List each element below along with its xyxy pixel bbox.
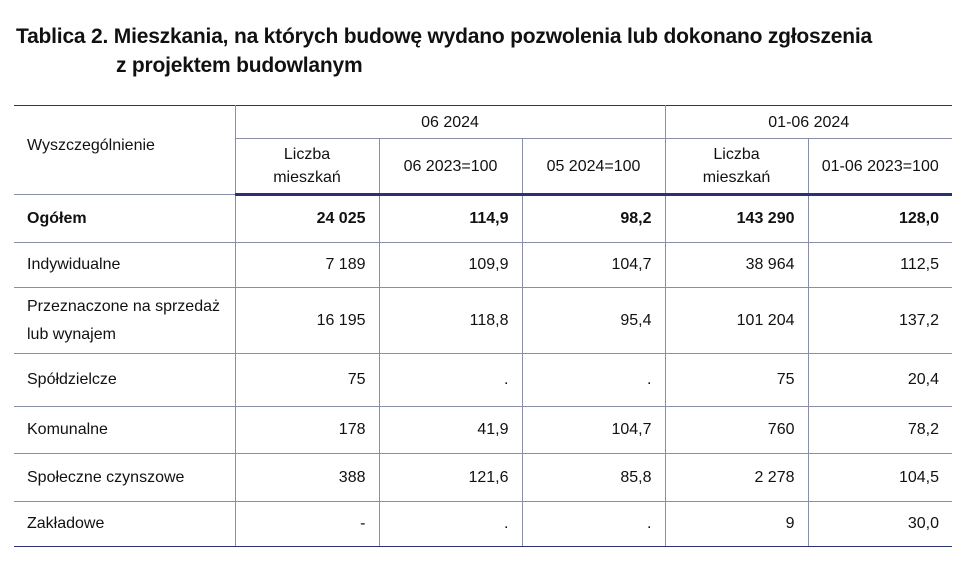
table-row: [14, 354, 952, 407]
cell: 7 189: [235, 243, 379, 288]
cell: 128,0: [808, 195, 952, 243]
cell: 118,8: [379, 288, 522, 354]
cell: 143 290: [665, 195, 808, 243]
table-title-line1: Tablica 2. Mieszkania, na których budowę wydano pozwolenia lub dokonano zgłoszenia: [16, 25, 873, 48]
cell: 178: [235, 407, 379, 454]
table-row: [14, 195, 952, 243]
cell: 75: [235, 354, 379, 407]
cell: 24 025: [235, 195, 379, 243]
cell: 38 964: [665, 243, 808, 288]
cell: 98,2: [522, 195, 665, 243]
cell: .: [522, 502, 665, 547]
cell: 16 195: [235, 288, 379, 354]
table-row: [14, 288, 952, 354]
table-title: [16, 22, 872, 80]
row-label: Społeczne czynszowe: [14, 454, 235, 502]
col-header: 05 2024=100: [522, 139, 665, 195]
row-label: Zakładowe: [14, 502, 235, 547]
cell: 104,7: [522, 407, 665, 454]
row-label: Komunalne: [14, 407, 235, 454]
cell: 112,5: [808, 243, 952, 288]
row-label: Przeznaczone na sprzedaż lub wynajem: [14, 288, 235, 354]
table-row: [14, 454, 952, 502]
group-header-month: 06 2024: [235, 106, 665, 139]
cell: .: [379, 502, 522, 547]
row-label: Indywidualne: [14, 243, 235, 288]
table-row: [14, 502, 952, 547]
table-row: [14, 407, 952, 454]
stub-header: Wyszczególnienie: [14, 106, 235, 195]
data-table: [14, 105, 952, 547]
cell: 95,4: [522, 288, 665, 354]
col-header: 06 2023=100: [379, 139, 522, 195]
cell: 109,9: [379, 243, 522, 288]
cell: 9: [665, 502, 808, 547]
cell: .: [522, 354, 665, 407]
cell: 760: [665, 407, 808, 454]
row-label: Ogółem: [14, 195, 235, 243]
cell: 78,2: [808, 407, 952, 454]
cell: 20,4: [808, 354, 952, 407]
cell: 75: [665, 354, 808, 407]
cell: 85,8: [522, 454, 665, 502]
table-title-line2: z projektem budowlanym: [116, 54, 363, 77]
col-header: 01-06 2023=100: [808, 139, 952, 195]
cell: 41,9: [379, 407, 522, 454]
cell: 388: [235, 454, 379, 502]
row-label: Spółdzielcze: [14, 354, 235, 407]
cell: 121,6: [379, 454, 522, 502]
cell: 104,7: [522, 243, 665, 288]
group-header-cumulative: 01-06 2024: [665, 106, 952, 139]
cell: 101 204: [665, 288, 808, 354]
cell: .: [379, 354, 522, 407]
cell: -: [235, 502, 379, 547]
cell: 104,5: [808, 454, 952, 502]
cell: 137,2: [808, 288, 952, 354]
table-row: [14, 243, 952, 288]
header-row-groups: [14, 106, 952, 139]
col-header: Liczba mieszkań: [665, 139, 808, 195]
cell: 30,0: [808, 502, 952, 547]
cell: 114,9: [379, 195, 522, 243]
col-header: Liczba mieszkań: [235, 139, 379, 195]
cell: 2 278: [665, 454, 808, 502]
